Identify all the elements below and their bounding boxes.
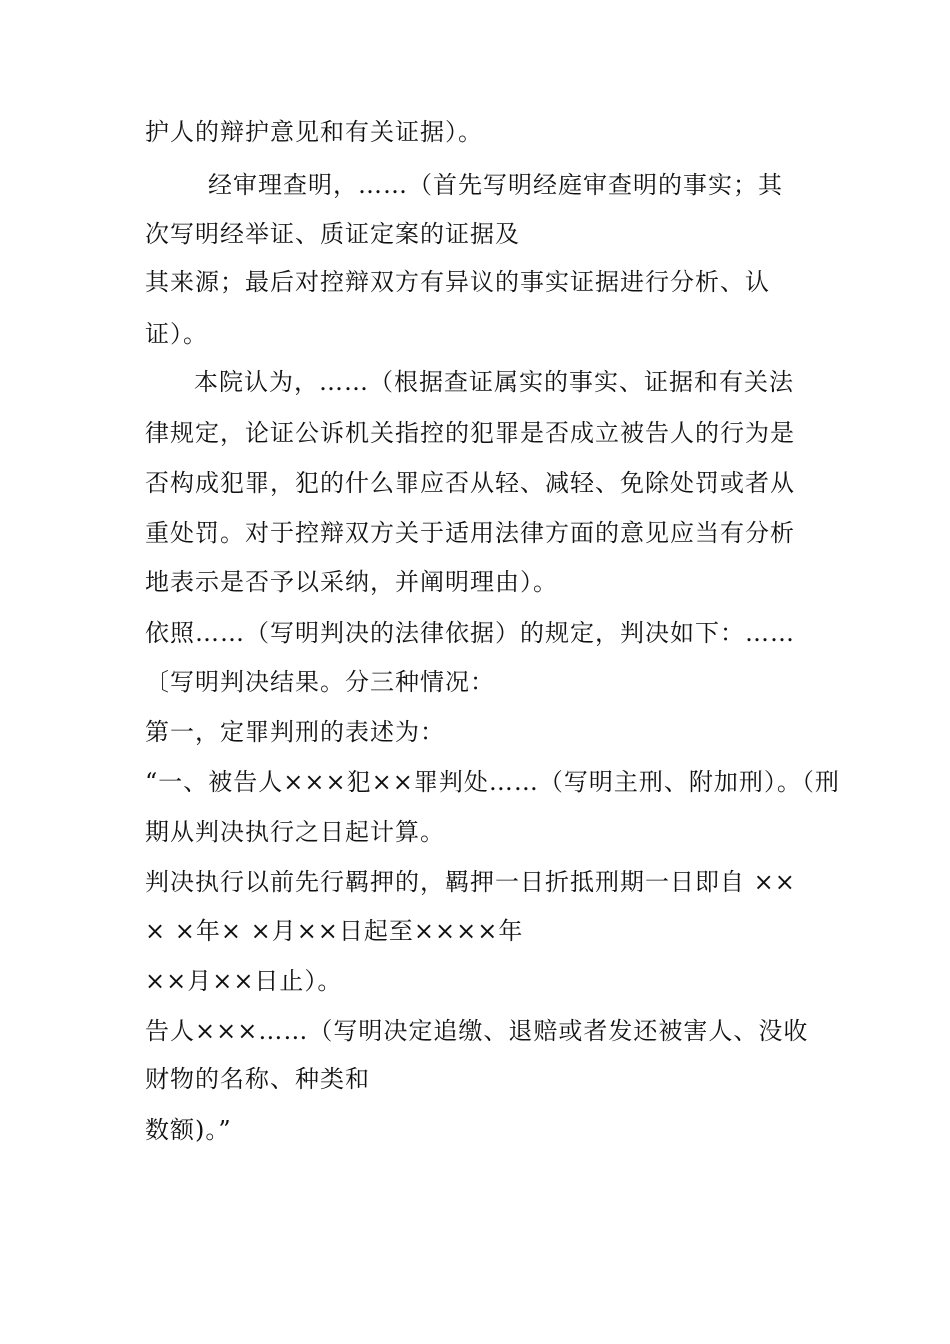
paragraph-line: 经审理查明，……（首先写明经庭审查明的事实；其: [208, 171, 783, 199]
paragraph-line: 财物的名称、种类和: [145, 1065, 370, 1093]
paragraph-line: 护人的辩护意见和有关证据）。: [145, 118, 483, 146]
paragraph-line: “一、被告人×××犯××罪判处……（写明主刑、附加刑）。（刑: [145, 768, 840, 796]
paragraph-line: 其来源；最后对控辩双方有异议的事实证据进行分析、认: [145, 268, 770, 296]
paragraph-line: 次写明经举证、质证定案的证据及: [145, 220, 520, 248]
paragraph-line: 地表示是否予以采纳，并阐明理由）。: [145, 568, 558, 596]
paragraph-line: 证）。: [145, 320, 208, 348]
paragraph-line: 数额)。”: [145, 1116, 232, 1144]
paragraph-line: 依照……（写明判决的法律依据）的规定，判决如下：……: [145, 619, 795, 647]
paragraph-line: 第一，定罪判刑的表述为：: [145, 718, 445, 746]
paragraph-line: ××月××日止）。: [145, 967, 343, 995]
paragraph-line: 律规定，论证公诉机关指控的犯罪是否成立被告人的行为是: [145, 419, 795, 447]
paragraph-line: 告人×××……（写明决定追缴、退赔或者发还被害人、没收: [145, 1017, 809, 1045]
paragraph-line: 期从判决执行之日起计算。: [145, 818, 445, 846]
paragraph-line: 本院认为，……（根据查证属实的事实、证据和有关法: [194, 368, 794, 396]
paragraph-line: 判决执行以前先行羁押的，羁押一日折抵刑期一日即自 ××: [145, 868, 796, 896]
paragraph-line: 重处罚。对于控辩双方关于适用法律方面的意见应当有分析: [145, 519, 795, 547]
paragraph-line: × ×年× ×月××日起至××××年: [145, 917, 524, 945]
paragraph-line: 〔写明判决结果。分三种情况：: [145, 668, 495, 696]
paragraph-line: 否构成犯罪，犯的什么罪应否从轻、减轻、免除处罚或者从: [145, 469, 795, 497]
